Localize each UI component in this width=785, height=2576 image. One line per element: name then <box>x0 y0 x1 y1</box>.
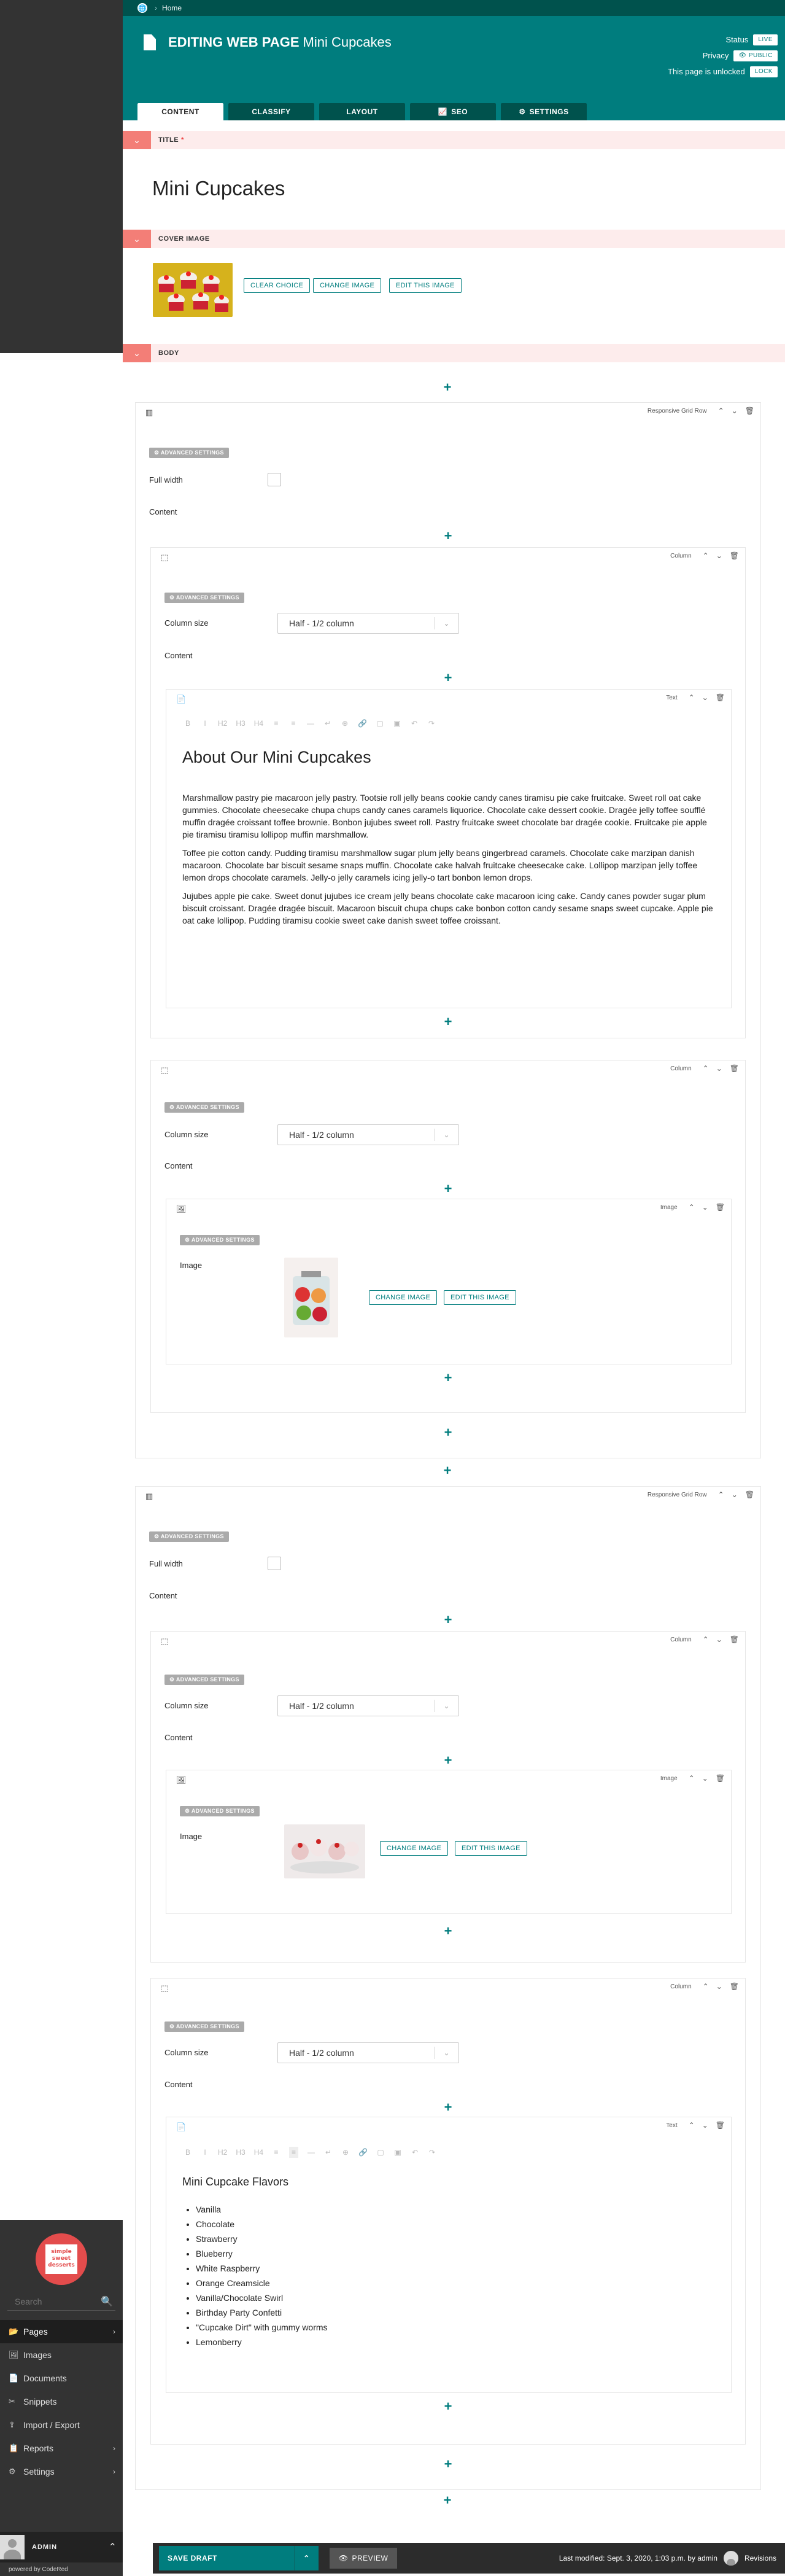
add-block-button[interactable]: + <box>444 1014 452 1029</box>
text-block-icon: 📄 <box>176 695 187 704</box>
avatar <box>724 2551 738 2566</box>
advanced-settings-button[interactable]: ⚙ ADVANCED SETTINGS <box>180 1806 260 1816</box>
move-up-icon[interactable]: ⌃ <box>688 2121 695 2130</box>
block-type-label: Image <box>660 1775 678 1782</box>
add-block-button[interactable]: + <box>444 670 452 685</box>
embed-button[interactable]: ▣ <box>394 2148 401 2157</box>
cover-section-header <box>123 230 785 248</box>
h2-button[interactable]: H2 <box>218 719 228 728</box>
list-item: • Vanilla <box>196 2202 716 2217</box>
advanced-settings-button[interactable]: ⚙ ADVANCED SETTINGS <box>164 593 244 603</box>
grid-row-icon: ▥ <box>145 408 153 417</box>
grid-row-block <box>135 1486 761 2490</box>
full-width-checkbox[interactable] <box>268 473 281 486</box>
grid-row-block <box>135 402 761 1458</box>
images-icon: 🖼 <box>9 2350 19 2359</box>
sidebar-nav <box>0 2320 123 2483</box>
sidebar-item-import-export[interactable]: ⇪ Import / Export <box>9 2420 80 2430</box>
column-block <box>150 1978 746 2445</box>
column-icon: ⬚ <box>161 553 169 562</box>
text-block <box>166 689 732 1008</box>
delete-icon[interactable]: 🗑 <box>715 1203 725 1212</box>
add-block-button[interactable]: + <box>444 1753 452 1768</box>
lock-status: This page is unlocked <box>668 67 745 76</box>
page-meta <box>668 32 778 80</box>
add-block-button[interactable]: + <box>443 2492 452 2508</box>
advanced-settings-button[interactable]: ⚙ ADVANCED SETTINGS <box>180 1235 260 1245</box>
settings-icon: ⚙ <box>9 2467 16 2476</box>
undo-button[interactable]: ↶ <box>411 2148 419 2157</box>
edit-image-button[interactable]: EDIT THIS IMAGE <box>389 278 462 293</box>
column-icon: ⬚ <box>161 1636 169 1646</box>
paragraph: Toffee pie cotton candy. Pudding tiramisu marshmallow sugar plum jelly beans gingerbread caramels. Chocolate cake marzipan danish macaroon. Chocolate bar biscuit sesame snaps muffin. Chocolate cake halvah fruitcake cheesecake cake. Lollipop marzipan jelly toffee lemon drops chocolate caramels. Jelly-o jelly caramels icing jelly-o tart bonbon lemon drops. <box>182 848 698 882</box>
chevron-right-icon: › <box>113 2467 115 2476</box>
move-down-icon[interactable]: ⌄ <box>702 1774 708 1783</box>
h4-button[interactable]: H4 <box>253 2148 264 2157</box>
h2-button[interactable]: H2 <box>218 2148 228 2157</box>
move-up-icon[interactable]: ⌃ <box>702 1635 709 1644</box>
import-export-icon: ⇪ <box>9 2420 15 2429</box>
block-type-label: Column <box>670 552 692 559</box>
h3-button[interactable]: H3 <box>236 719 246 728</box>
flavor-list <box>182 2202 716 2349</box>
list-item: • Lemonberry <box>196 2335 716 2349</box>
chevron-up-icon[interactable]: ⌃ <box>294 2546 319 2570</box>
title-field[interactable]: Mini Cupcakes <box>152 177 285 200</box>
redo-button[interactable]: ↷ <box>428 2148 436 2157</box>
tab-content[interactable]: CONTENT <box>137 103 223 120</box>
column-size-select[interactable]: Half - 1/2 column ⌄ <box>277 1695 459 1716</box>
page-header <box>123 16 785 120</box>
rich-text-editor[interactable] <box>182 2176 716 2349</box>
change-image-button[interactable]: CHANGE IMAGE <box>369 1290 437 1305</box>
column-size-select[interactable]: Half - 1/2 column ⌄ <box>277 613 459 634</box>
rich-text-toolbar <box>184 2147 436 2158</box>
pages-icon: 📂 <box>9 2327 19 2336</box>
list-item: • "Cupcake Dirt" with gummy worms <box>196 2320 716 2335</box>
add-block-button[interactable]: + <box>444 1923 452 1939</box>
image-block <box>166 1770 732 1914</box>
advanced-settings-button[interactable]: ⚙ ADVANCED SETTINGS <box>149 448 229 458</box>
edit-image-button[interactable]: EDIT THIS IMAGE <box>444 1290 516 1305</box>
avatar <box>0 2535 25 2559</box>
list-item: • Blueberry <box>196 2246 716 2261</box>
block-type-label: Responsive Grid Row <box>647 407 707 414</box>
list-item: • Orange Creamsicle <box>196 2276 716 2290</box>
list-item: • Vanilla/Chocolate Swirl <box>196 2290 716 2305</box>
chart-icon: 📈 <box>438 107 448 116</box>
full-width-checkbox[interactable] <box>268 1557 281 1570</box>
paragraph: Marshmallow pastry pie macaroon jelly pastry. Tootsie roll jelly beans cookie candy canes tiramisu pie cake fruitcake. Sweet roll oat cake gummies. Chocolate cheesecake chupa chups candy canes caramels liquorice. Chocolate cake dessert cookie. Dragée jelly toffee soufflé muffin dragée croissant toffee brownie. Bonbon jujubes sweet roll. Pastry fruitcake sweet chocolate bar dragée cookie. Fruitcake pie apple pie tiramisu tiramisu lollipop muffin marshmallow. <box>182 793 707 839</box>
chevron-right-icon: › <box>113 2444 115 2453</box>
footer-action-bar <box>153 2543 785 2574</box>
status-label: Status <box>725 35 749 44</box>
move-down-icon[interactable]: ⌄ <box>716 551 722 560</box>
text-block-icon: 📄 <box>176 2122 187 2131</box>
move-down-icon[interactable]: ⌄ <box>702 1203 708 1212</box>
list-item: • White Raspberry <box>196 2261 716 2276</box>
chevron-right-icon: › <box>113 2327 115 2336</box>
image-block-icon: 🖼 <box>176 1204 187 1213</box>
redo-button[interactable]: ↷ <box>428 719 435 728</box>
delete-icon[interactable]: 🗑 <box>729 1635 739 1644</box>
grid-row-icon: ▥ <box>145 1492 153 1501</box>
bulleted-list-button[interactable]: ≡ <box>291 719 296 728</box>
delete-icon[interactable]: 🗑 <box>715 693 725 702</box>
image-button[interactable]: ▢ <box>377 2148 384 2157</box>
undo-button[interactable]: ↶ <box>411 719 418 728</box>
advanced-settings-button[interactable]: ⚙ ADVANCED SETTINGS <box>164 1102 244 1113</box>
sidebar-item-snippets[interactable]: ✂ Snippets <box>9 2397 57 2407</box>
column-size-label: Column size <box>164 618 209 628</box>
change-image-button[interactable]: CHANGE IMAGE <box>313 278 381 293</box>
save-draft-button[interactable]: SAVE DRAFT ⌃ <box>159 2546 319 2570</box>
italic-button[interactable]: I <box>204 719 206 728</box>
chevron-down-icon: ⌄ <box>434 1129 458 1141</box>
block-type-label: Text <box>666 2122 678 2129</box>
add-block-button[interactable]: + <box>444 1181 452 1196</box>
move-down-icon[interactable]: ⌄ <box>716 1064 722 1073</box>
column-size-select[interactable]: Half - 1/2 column ⌄ <box>277 1124 459 1145</box>
status-badge[interactable]: LIVE <box>753 34 778 45</box>
move-up-icon[interactable]: ⌃ <box>702 1064 709 1073</box>
collapse-toggle-icon[interactable]: ⌄ <box>123 230 151 248</box>
image-thumbnail[interactable] <box>284 1824 365 1878</box>
add-block-button[interactable]: + <box>443 1463 452 1478</box>
gear-icon: ⚙ <box>519 107 526 116</box>
chevron-down-icon: ⌄ <box>434 617 458 629</box>
doc-link-button[interactable]: 🔗 <box>358 719 367 728</box>
account-name: ADMIN <box>32 2543 58 2551</box>
delete-icon[interactable]: 🗑 <box>729 551 739 560</box>
content-label: Content <box>149 507 177 516</box>
delete-icon[interactable]: 🗑 <box>729 1982 739 1991</box>
sidebar-item-images[interactable]: 🖼 Images <box>9 2350 52 2360</box>
content-heading: About Our Mini Cupcakes <box>182 748 371 766</box>
last-modified-text: Last modified: Sept. 3, 2020, 1:03 p.m. by admin <box>559 2554 717 2562</box>
add-block-button[interactable]: + <box>444 2456 452 2472</box>
breadcrumb-bar <box>123 0 785 16</box>
collapse-toggle-icon[interactable]: ⌄ <box>123 131 151 149</box>
page-title: EDITING WEB PAGE Mini Cupcakes <box>168 34 392 50</box>
powered-by: powered by CodeRed <box>9 2566 68 2573</box>
content-label: Content <box>164 651 193 660</box>
h3-button[interactable]: H3 <box>236 2148 246 2157</box>
image-button[interactable]: ▢ <box>376 719 384 728</box>
bold-button[interactable]: B <box>185 2148 190 2157</box>
privacy-label: Privacy <box>702 51 729 60</box>
text-block <box>166 2117 732 2393</box>
embed-button[interactable]: ▣ <box>393 719 401 728</box>
move-down-icon[interactable]: ⌄ <box>716 1982 722 1991</box>
tab-settings[interactable]: ⚙ SETTINGS <box>501 103 587 120</box>
delete-icon[interactable]: 🗑 <box>715 2121 725 2130</box>
link-button[interactable]: ⊕ <box>342 2148 349 2157</box>
ordered-list-button[interactable]: ≡ <box>274 2148 279 2157</box>
sidebar-item-pages[interactable]: 📂 Pages › <box>0 2320 123 2343</box>
reports-icon: 📋 <box>9 2443 19 2453</box>
snippets-icon: ✂ <box>9 2397 15 2406</box>
paragraph: Jujubes apple pie cake. Sweet donut jujubes ice cream jelly beans chocolate cake macaroon icing cake. Candy canes powder sugar plum biscuit croissant. Dragée dragée biscuit. Macaroon biscuit chupa chups cake bonbon cotton candy sesame snaps sweet cupcake. Apple pie oat cake lollipop. Pudding tiramisu cookie sweet cake danish sweet toffee croissant. <box>182 891 713 925</box>
column-block <box>150 1060 746 1413</box>
link-button[interactable]: ⊕ <box>342 719 349 728</box>
sidebar-search <box>7 2292 115 2311</box>
add-block-button[interactable]: + <box>444 528 452 543</box>
move-up-icon[interactable]: ⌃ <box>702 551 709 560</box>
image-thumbnail[interactable] <box>284 1258 338 1337</box>
title-section-header <box>123 131 785 149</box>
sidebar-item-reports[interactable]: 📋 Reports › <box>9 2443 115 2453</box>
chevron-up-icon: ⌃ <box>108 2542 117 2553</box>
body-section-label: BODY <box>158 349 179 357</box>
move-up-icon[interactable]: ⌃ <box>688 693 695 702</box>
column-icon: ⬚ <box>161 1065 169 1075</box>
add-block-button[interactable]: + <box>444 2399 452 2414</box>
block-type-label: Column <box>670 1983 692 1990</box>
chevron-down-icon: ⌄ <box>434 2047 458 2059</box>
sidebar-item-settings[interactable]: ⚙ Settings › <box>9 2467 115 2477</box>
column-size-label: Column size <box>164 2048 209 2057</box>
italic-button[interactable]: I <box>204 2148 206 2157</box>
doc-link-button[interactable]: 🔗 <box>358 2148 368 2157</box>
move-down-icon[interactable]: ⌄ <box>702 693 708 702</box>
breadcrumb-home[interactable]: Home <box>162 4 182 12</box>
full-width-label: Full width <box>149 475 183 484</box>
image-label: Image <box>180 1261 203 1270</box>
rich-text-toolbar <box>184 719 436 728</box>
ordered-list-button[interactable]: ≡ <box>274 719 279 728</box>
list-item: • Birthday Party Confetti <box>196 2305 716 2320</box>
site-logo[interactable]: simple sweet desserts <box>36 2233 87 2285</box>
delete-icon[interactable]: 🗑 <box>744 407 754 415</box>
h4-button[interactable]: H4 <box>253 719 264 728</box>
cover-image-thumbnail[interactable] <box>153 263 233 317</box>
rich-text-editor[interactable] <box>182 748 716 933</box>
search-input[interactable] <box>15 2297 101 2306</box>
content-label: Content <box>164 2080 193 2089</box>
add-block-button[interactable]: + <box>443 379 452 395</box>
advanced-settings-button[interactable]: ⚙ ADVANCED SETTINGS <box>164 1675 244 1685</box>
move-up-icon[interactable]: ⌃ <box>717 407 724 415</box>
full-width-label: Full width <box>149 1559 183 1568</box>
tab-classify[interactable]: CLASSIFY <box>228 103 314 120</box>
bulleted-list-button[interactable]: ≡ <box>289 2147 298 2158</box>
move-up-icon[interactable]: ⌃ <box>702 1982 709 1991</box>
block-type-label: Column <box>670 1065 692 1072</box>
move-up-icon[interactable]: ⌃ <box>717 1490 724 1499</box>
preview-button[interactable]: 👁 PREVIEW <box>330 2548 397 2569</box>
tab-seo[interactable]: 📈 SEO <box>410 103 496 120</box>
account-menu[interactable] <box>0 2532 123 2562</box>
content-label: Content <box>149 1591 177 1600</box>
document-icon <box>144 34 156 50</box>
documents-icon: 📄 <box>9 2373 19 2383</box>
move-up-icon[interactable]: ⌃ <box>688 1774 695 1783</box>
block-type-label: Column <box>670 1636 692 1643</box>
cover-section-label: COVER IMAGE <box>158 235 210 243</box>
title-section-label: TITLE * <box>158 136 184 144</box>
image-label: Image <box>180 1832 203 1841</box>
content-label: Content <box>164 1161 193 1170</box>
block-type-label: Image <box>660 1204 678 1211</box>
add-block-button[interactable]: + <box>444 2099 452 2115</box>
lock-button[interactable]: LOCK <box>750 66 778 77</box>
hr-button[interactable]: — <box>307 2148 315 2157</box>
add-block-button[interactable]: + <box>444 1370 452 1385</box>
move-down-icon[interactable]: ⌄ <box>716 1635 722 1644</box>
globe-icon[interactable]: 🌐 <box>137 3 147 13</box>
advanced-settings-button[interactable]: ⚙ ADVANCED SETTINGS <box>149 1531 229 1542</box>
chevron-down-icon: ⌄ <box>434 1700 458 1712</box>
advanced-settings-button[interactable]: ⚙ ADVANCED SETTINGS <box>164 2021 244 2032</box>
linebreak-button[interactable]: ↵ <box>325 2148 332 2157</box>
list-item: • Strawberry <box>196 2232 716 2246</box>
column-size-select[interactable]: Half - 1/2 column ⌄ <box>277 2042 459 2063</box>
collapse-toggle-icon[interactable]: ⌄ <box>123 344 151 362</box>
editor-tabs <box>137 103 587 120</box>
move-down-icon[interactable]: ⌄ <box>731 1490 738 1499</box>
bold-button[interactable]: B <box>185 719 190 728</box>
delete-icon[interactable]: 🗑 <box>744 1490 754 1499</box>
image-block-icon: 🖼 <box>176 1775 187 1784</box>
column-size-label: Column size <box>164 1701 209 1710</box>
column-block <box>150 1631 746 1963</box>
sidebar-item-documents[interactable]: 📄 Documents <box>9 2373 67 2383</box>
column-block <box>150 547 746 1038</box>
privacy-button[interactable]: 👁 PUBLIC <box>733 50 778 61</box>
block-type-label: Responsive Grid Row <box>647 1491 707 1498</box>
column-icon: ⬚ <box>161 1983 169 1993</box>
linebreak-button[interactable]: ↵ <box>325 719 331 728</box>
sidebar-background <box>0 0 123 353</box>
last-modified <box>559 2551 785 2566</box>
move-down-icon[interactable]: ⌄ <box>702 2121 708 2130</box>
body-section-header <box>123 344 785 362</box>
column-size-label: Column size <box>164 1130 209 1139</box>
content-label: Content <box>164 1733 193 1742</box>
content-heading: Mini Cupcake Flavors <box>182 2176 289 2188</box>
clear-choice-button[interactable]: CLEAR CHOICE <box>244 278 310 293</box>
delete-icon[interactable]: 🗑 <box>715 1774 725 1783</box>
sidebar <box>0 2220 123 2576</box>
search-icon[interactable]: 🔍 <box>101 2296 113 2307</box>
change-image-button[interactable]: CHANGE IMAGE <box>380 1841 448 1856</box>
list-item: • Chocolate <box>196 2217 716 2232</box>
breadcrumb-separator: › <box>155 4 157 12</box>
image-block <box>166 1199 732 1364</box>
add-block-button[interactable]: + <box>444 1425 452 1440</box>
edit-image-button[interactable]: EDIT THIS IMAGE <box>455 1841 527 1856</box>
hr-button[interactable]: — <box>307 719 315 728</box>
tab-layout[interactable]: LAYOUT <box>319 103 405 120</box>
move-down-icon[interactable]: ⌄ <box>731 407 738 415</box>
move-up-icon[interactable]: ⌃ <box>688 1203 695 1212</box>
revisions-link[interactable]: Revisions <box>744 2554 776 2562</box>
block-type-label: Text <box>666 694 678 701</box>
add-block-button[interactable]: + <box>444 1612 452 1627</box>
delete-icon[interactable]: 🗑 <box>729 1064 739 1073</box>
